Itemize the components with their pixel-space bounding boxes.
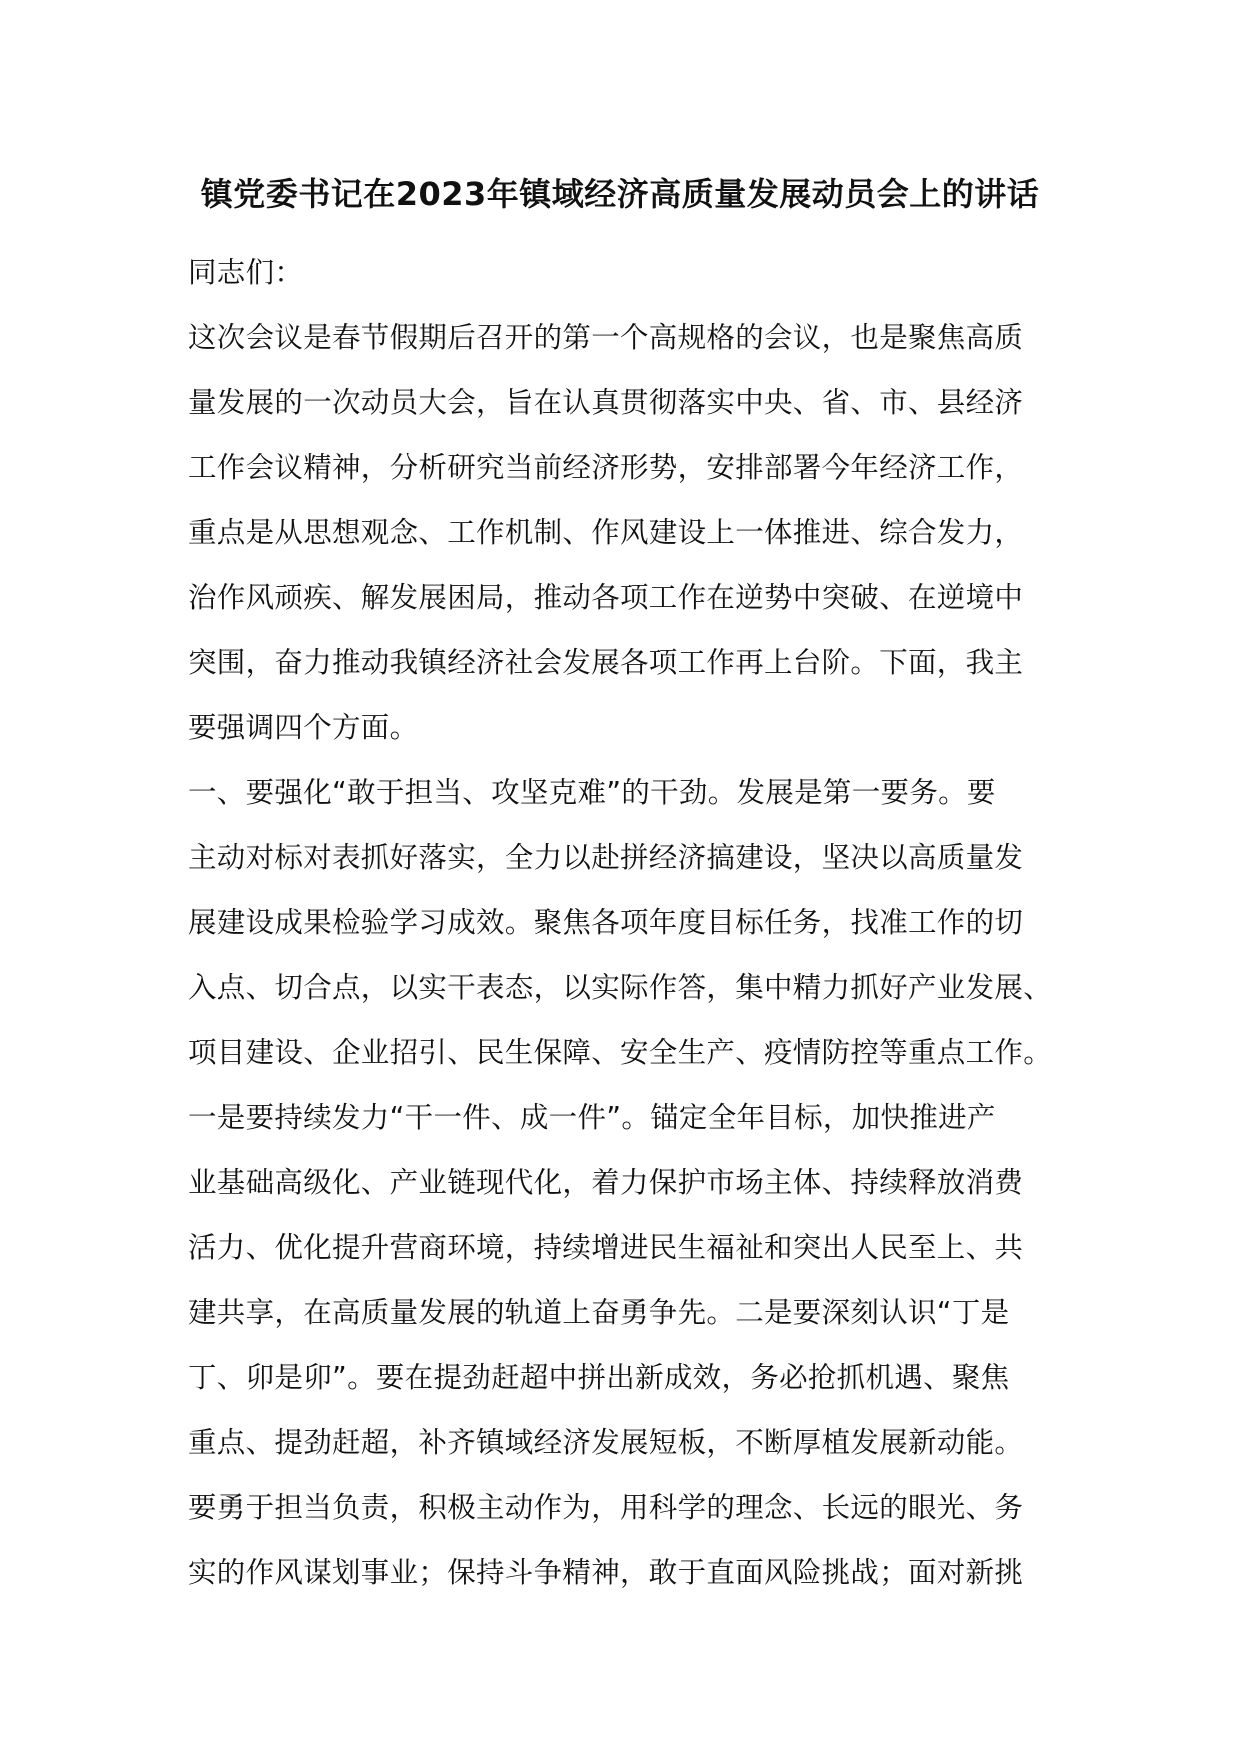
text-line: 丁、卯是卯”。要在提劲赶超中拼出新成效，务必抢抓机遇、聚焦 — [188, 1361, 1010, 1394]
text-line: 业基础高级化、产业链现代化，着力保护市场主体、持续释放消费 — [188, 1166, 1024, 1199]
document-body — [188, 240, 1068, 1605]
text-line: 这次会议是春节假期后召开的第一个高规格的会议，也是聚焦高质 — [188, 321, 1024, 354]
text-line: 主动对标对表抓好落实，全力以赴拼经济搞建设，坚决以高质量发 — [188, 841, 1024, 874]
text-line: 一是要持续发力“干一件、成一件”。锚定全年目标，加快推进产 — [188, 1101, 996, 1134]
text-line: 一、要强化“敢于担当、攻坚克难”的干劲。发展是第一要务。要 — [188, 776, 996, 809]
text-line: 实的作风谋划事业；保持斗争精神，敢于直面风险挑战；面对新挑 — [188, 1556, 1024, 1589]
document-title: 镇党委书记在2023年镇域经济高质量发展动员会上的讲话 — [200, 175, 1040, 213]
text-line: 治作风顽疾、解发展困局，推动各项工作在逆势中突破、在逆境中 — [188, 581, 1024, 614]
text-line: 入点、切合点，以实干表态，以实际作答，集中精力抓好产业发展、 — [188, 971, 1053, 1004]
text-line: 重点是从思想观念、工作机制、作风建设上一体推进、综合发力， — [188, 516, 1024, 549]
text-line: 突围，奋力推动我镇经济社会发展各项工作再上台阶。下面，我主 — [188, 646, 1024, 679]
text-line: 量发展的一次动员大会，旨在认真贯彻落实中央、省、市、县经济 — [188, 386, 1024, 419]
text-line: 要强调四个方面。 — [188, 711, 419, 744]
text-line: 建共享，在高质量发展的轨道上奋勇争先。二是要深刻认识“丁是 — [188, 1296, 1010, 1329]
text-line: 项目建设、企业招引、民生保障、安全生产、疫情防控等重点工作。 — [188, 1036, 1053, 1069]
text-line: 展建设成果检验学习成效。聚焦各项年度目标任务，找准工作的切 — [188, 906, 1024, 939]
text-line: 要勇于担当负责，积极主动作为，用科学的理念、长远的眼光、务 — [188, 1491, 1024, 1524]
text-line: 工作会议精神，分析研究当前经济形势，安排部署今年经济工作， — [188, 451, 1024, 484]
text-line: 重点、提劲赶超，补齐镇域经济发展短板，不断厚植发展新动能。 — [188, 1426, 1024, 1459]
text-line: 活力、优化提升营商环境，持续增进民生福祉和突出人民至上、共 — [188, 1231, 1024, 1264]
text-line: 同志们： — [188, 256, 304, 289]
